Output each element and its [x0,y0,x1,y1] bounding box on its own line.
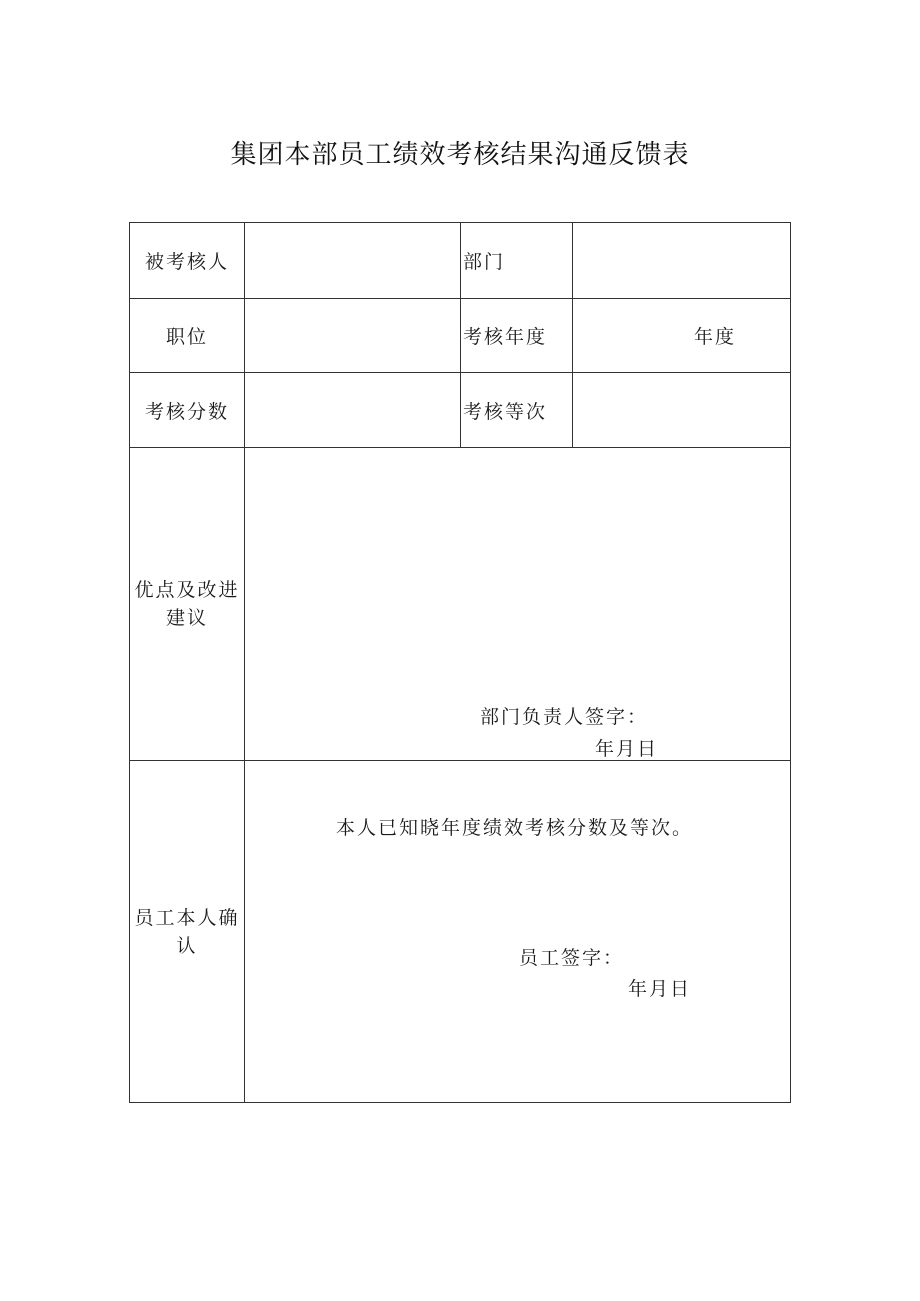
table-row [130,299,791,373]
grade-label: 考核等次 [461,373,573,448]
suggestions-label: 优点及改进建议 [130,448,245,761]
department-label: 部门 [461,223,573,299]
assessment-year-label: 考核年度 [461,299,573,373]
assessment-year-field[interactable]: 年度 [573,299,791,373]
employee-sign-label: 员工签字： [519,947,625,969]
dept-head-date-label: 年月日 [595,738,659,760]
dept-head-sign-label: 部门负责人签字： [480,706,649,728]
feedback-form-table [129,222,791,1103]
employee-date-label: 年月日 [628,978,692,1000]
department-field[interactable] [573,223,791,299]
position-label: 职位 [130,299,245,373]
evaluatee-label: 被考核人 [130,223,245,299]
suggestions-field[interactable] [245,448,791,761]
score-label: 考核分数 [130,373,245,448]
page-title: 集团本部员工绩效考核结果沟通反馈表 [230,140,690,170]
table-row [130,448,791,761]
table-row [130,761,791,1103]
table-row [130,223,791,299]
grade-field[interactable] [573,373,791,448]
evaluatee-field[interactable] [245,223,461,299]
position-field[interactable] [245,299,461,373]
score-field[interactable] [245,373,461,448]
confirmation-statement: 本人已知晓年度绩效考核分数及等次。 [336,817,694,839]
confirmation-label: 员工本人确认 [130,761,245,1103]
table-row [130,373,791,448]
confirmation-field[interactable] [245,761,791,1103]
